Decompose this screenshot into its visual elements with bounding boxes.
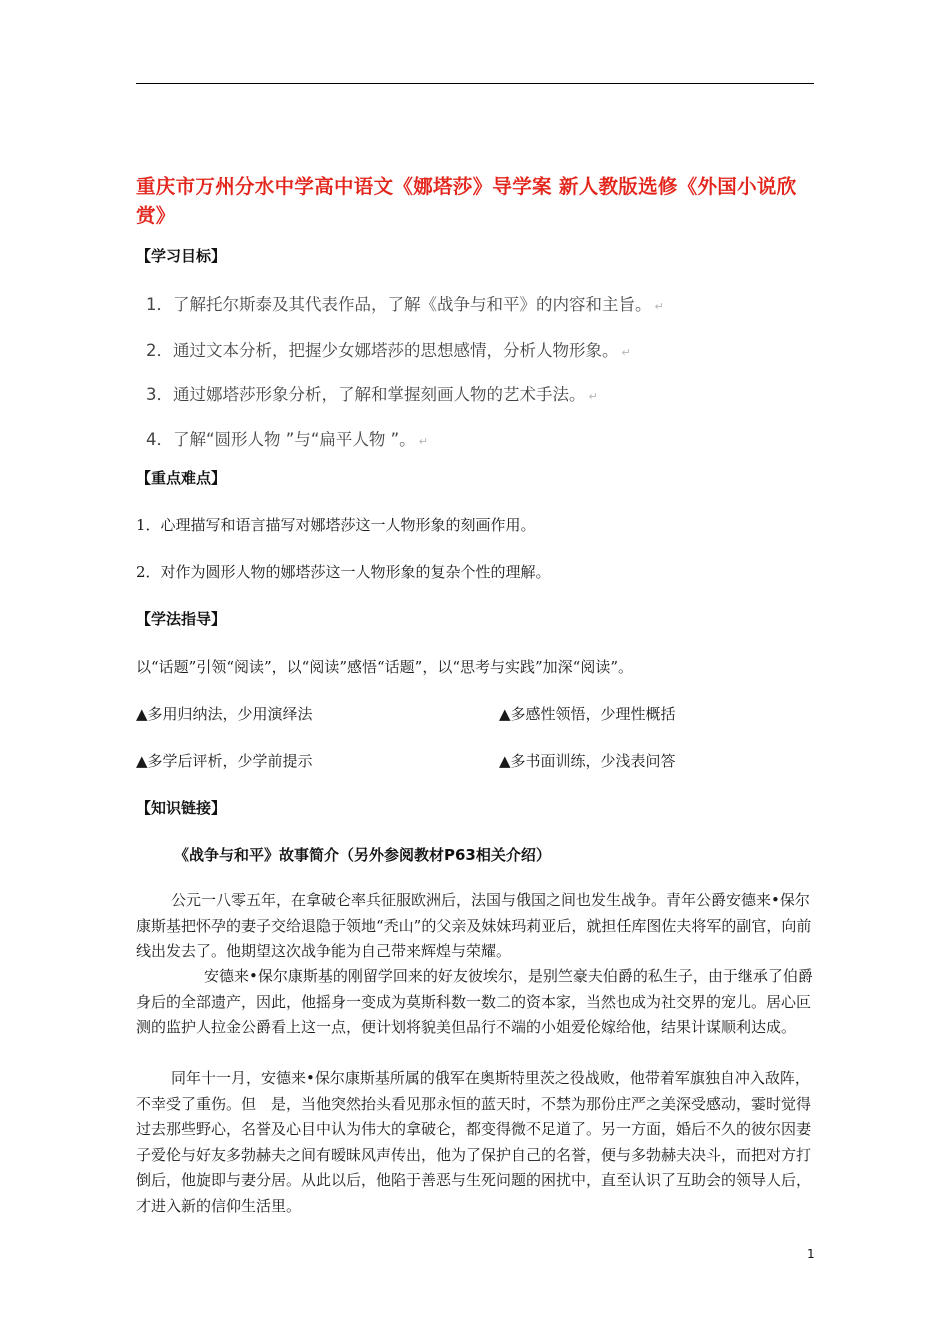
method-tip: ▲多书面训练，少浅表问答 (499, 752, 676, 770)
story-paragraph-1: 公元一八零五年，在拿破仑率兵征服欧洲后，法国与俄国之间也发生战争。青年公爵安德来•保尔康斯基把怀孕的妻子交给退隐于领地“秃山”的父亲及妹妹玛莉亚后，就担任库图佐夫将军的副官，向前线出发去了。他期望这次战争能为自己带来辉煌与荣耀。 (136, 891, 812, 960)
story-paragraph-2: 安德来•保尔康斯基的刚留学回来的好友彼埃尔，是别竺豪夫伯爵的私生子，由于继承了伯爵身后的全部遗产，因此，他摇身一变成为莫斯科数一数二的资本家，当然也成为社交界的宠儿。居心叵测的监护人拉金公爵看上这一点，便计划将貌美但品行不端的小姐爱伦嫁给他，结果计谋顺利达成。 (136, 967, 813, 1036)
story-paragraph-3: 同年十一月，安德来•保尔康斯基所属的俄军在奥斯特里茨之役战败，他带着军旗独自冲入敌阵，不幸受了重伤。但 是，当他突然抬头看见那永恒的蓝天时，不禁为那份庄严之美深受感动，霎时觉得过去那些野心，名誉及心目中认为伟大的拿破仑，都变得微不足道了。另一方面，婚后不久的彼尔因妻子爱伦与好友多勃赫夫之间有暧昧风声传出，他为了保护自己的名誉，便与多勃赫夫决斗，而把对方打倒后，他旋即与妻分居。从此以后，他陷于善恶与生死问题的困扰中，直至认识了互助会的领导人后，才进入新的信仰生活里。 (136, 1069, 812, 1215)
method-row-1 (136, 704, 676, 724)
goal-item-2 (146, 340, 631, 364)
page-number: 1 (807, 1247, 815, 1261)
section-heading-method: 【学法指导】 (136, 610, 227, 628)
paragraph-mark-icon: ↵ (621, 346, 631, 359)
paragraph-mark-icon: ↵ (418, 435, 428, 448)
goal-item-1 (146, 294, 664, 318)
method-tip: ▲多感性领悟，少理性概括 (499, 705, 676, 723)
section-heading-goals: 【学习目标】 (136, 247, 227, 265)
document-title: 重庆市万州分水中学高中语文《娜塔莎》导学案 新人教版选修《外国小说欣赏》 (136, 175, 797, 227)
goal-item-3 (146, 384, 598, 408)
story-subtitle: 《战争与和平》故事简介（另外参阅教材P63相关介绍） (174, 846, 551, 864)
section-heading-keypoints: 【重点难点】 (136, 469, 227, 487)
method-tip: ▲多学后评析，少学前提示 (136, 752, 313, 770)
method-row-2 (136, 751, 676, 771)
keypoint-item-2: 2．对作为圆形人物的娜塔莎这一人物形象的复杂个性的理解。 (136, 563, 551, 581)
method-tip: ▲多用归纳法，少用演绎法 (136, 705, 313, 723)
method-intro: 以“话题”引领“阅读”，以“阅读”感悟“话题”，以“思考与实践”加深“阅读”。 (136, 658, 634, 676)
keypoint-item-1: 1．心理描写和语言描写对娜塔莎这一人物形象的刻画作用。 (136, 516, 536, 534)
goal-text: 2．通过文本分析，把握少女娜塔莎的思想感情，分析人物形象。 (146, 341, 619, 360)
section-heading-knowledge: 【知识链接】 (136, 799, 227, 817)
header-rule (136, 83, 814, 84)
goal-text: 4．了解“圆形人物 ”与“扁平人物 ”。 (146, 430, 416, 449)
goal-text: 3．通过娜塔莎形象分析，了解和掌握刻画人物的艺术手法。 (146, 385, 586, 404)
goal-item-4 (146, 429, 428, 453)
paragraph-mark-icon: ↵ (654, 300, 664, 313)
goal-text: 1．了解托尔斯泰及其代表作品，了解《战争与和平》的内容和主旨。 (146, 295, 652, 314)
paragraph-mark-icon: ↵ (588, 390, 598, 403)
